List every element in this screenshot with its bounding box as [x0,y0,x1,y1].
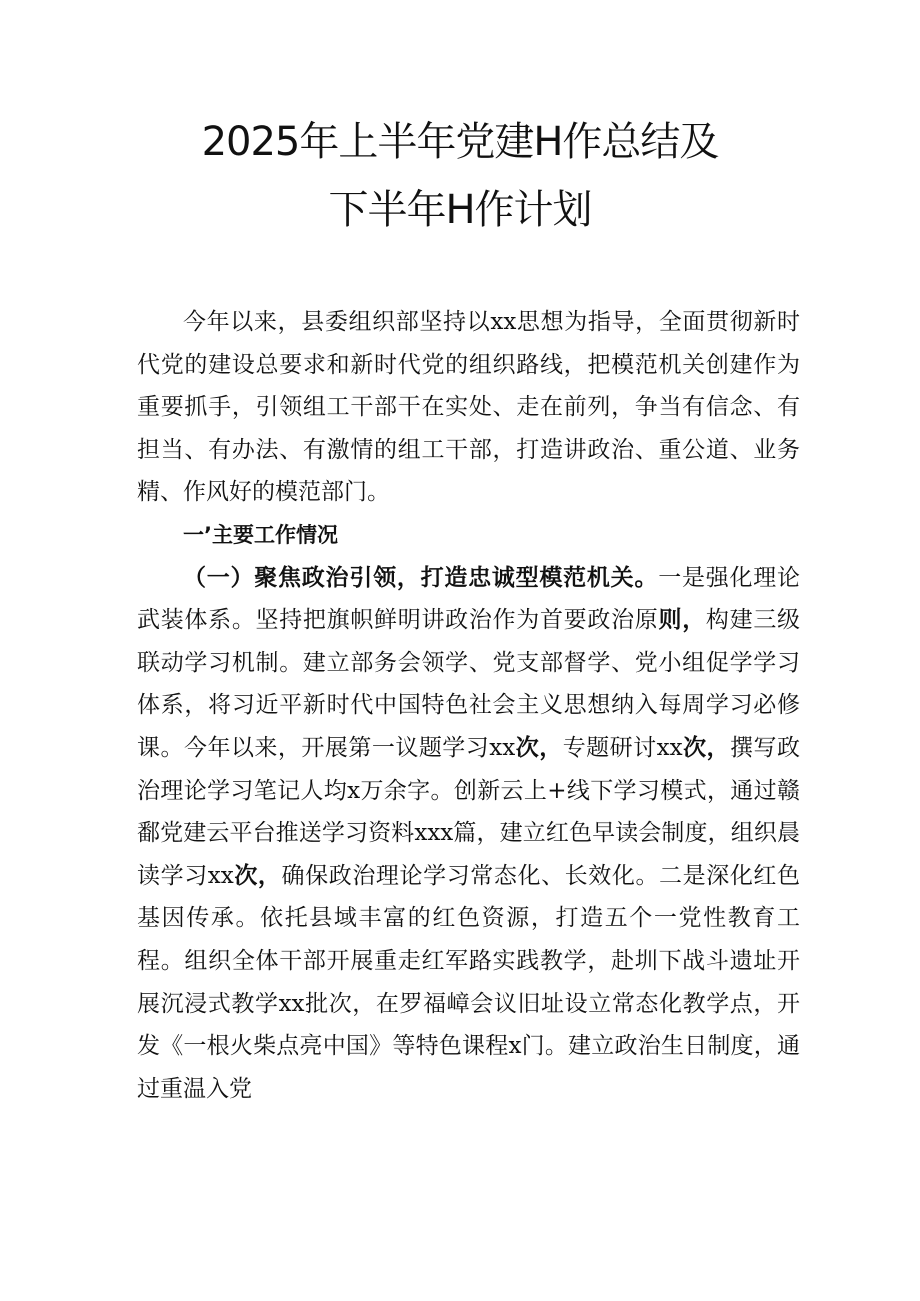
bold-fragment: 则， [658,607,706,634]
bold-fragment: 次， [233,862,282,889]
section-heading [137,514,800,557]
paragraph-text: 确保政治理论学习常态化、长效化。二是深化红色基因传承。依托县域丰富的红色资源，打造五个一党性教育工程。组织全体干部开展重走红军路实践教学，赴圳下战斗遗址开展沉浸式教学xx批次，在罗福嶂会议旧址设立常态化教学点，开发《一根火柴点亮中国》等特色课程x门。建立政治生日制度，通过重温入党 [137,862,801,1102]
paragraph-text: 撰写政治理论学习笔记人均x万余字。创新云上+线下学习模式，通过赣鄱党建云平台推送学习资料xxx篇，建立红色早读会制度，组织晨读学习xx [137,734,801,889]
work-paragraph [137,557,800,1111]
document-body [137,301,800,1110]
bold-fragment: 次， [682,734,731,761]
paragraph-text: 一是强化理论武装体系。坚持把旗帜鲜明讲政治作为首要政治原 [137,564,801,634]
bold-fragment: 次， [515,734,563,761]
paragraph-text: 专题研讨xx [562,734,683,761]
document-title-line-1: 2025年上半年党建H作总结及 [201,119,719,165]
section-heading-text: 一’主要工作情况 [183,522,338,547]
document-title-line-2: 下半年H作计划 [328,187,592,233]
paragraph-lead: （一）聚焦政治引领，打造忠诚型模范机关。 [183,564,659,591]
paragraph-text: 构建三级联动学习机制。建立部务会领学、党支部督学、党小组促学学习体系，将习近平新时代中国特色社会主义思想纳入每周学习必修课。今年以来，开展第一议题学习xx [137,607,801,761]
intro-paragraph: 今年以来，县委组织部坚持以xx思想为指导，全面贯彻新时代党的建设总要求和新时代党的组织路线，把模范机关创建作为重要抓手，引领组工干部干在实处、走在前列，争当有信念、有担当、有办法、有激情的组工干部，打造讲政治、重公道、业务精、作风好的模范部门。 [137,309,800,506]
